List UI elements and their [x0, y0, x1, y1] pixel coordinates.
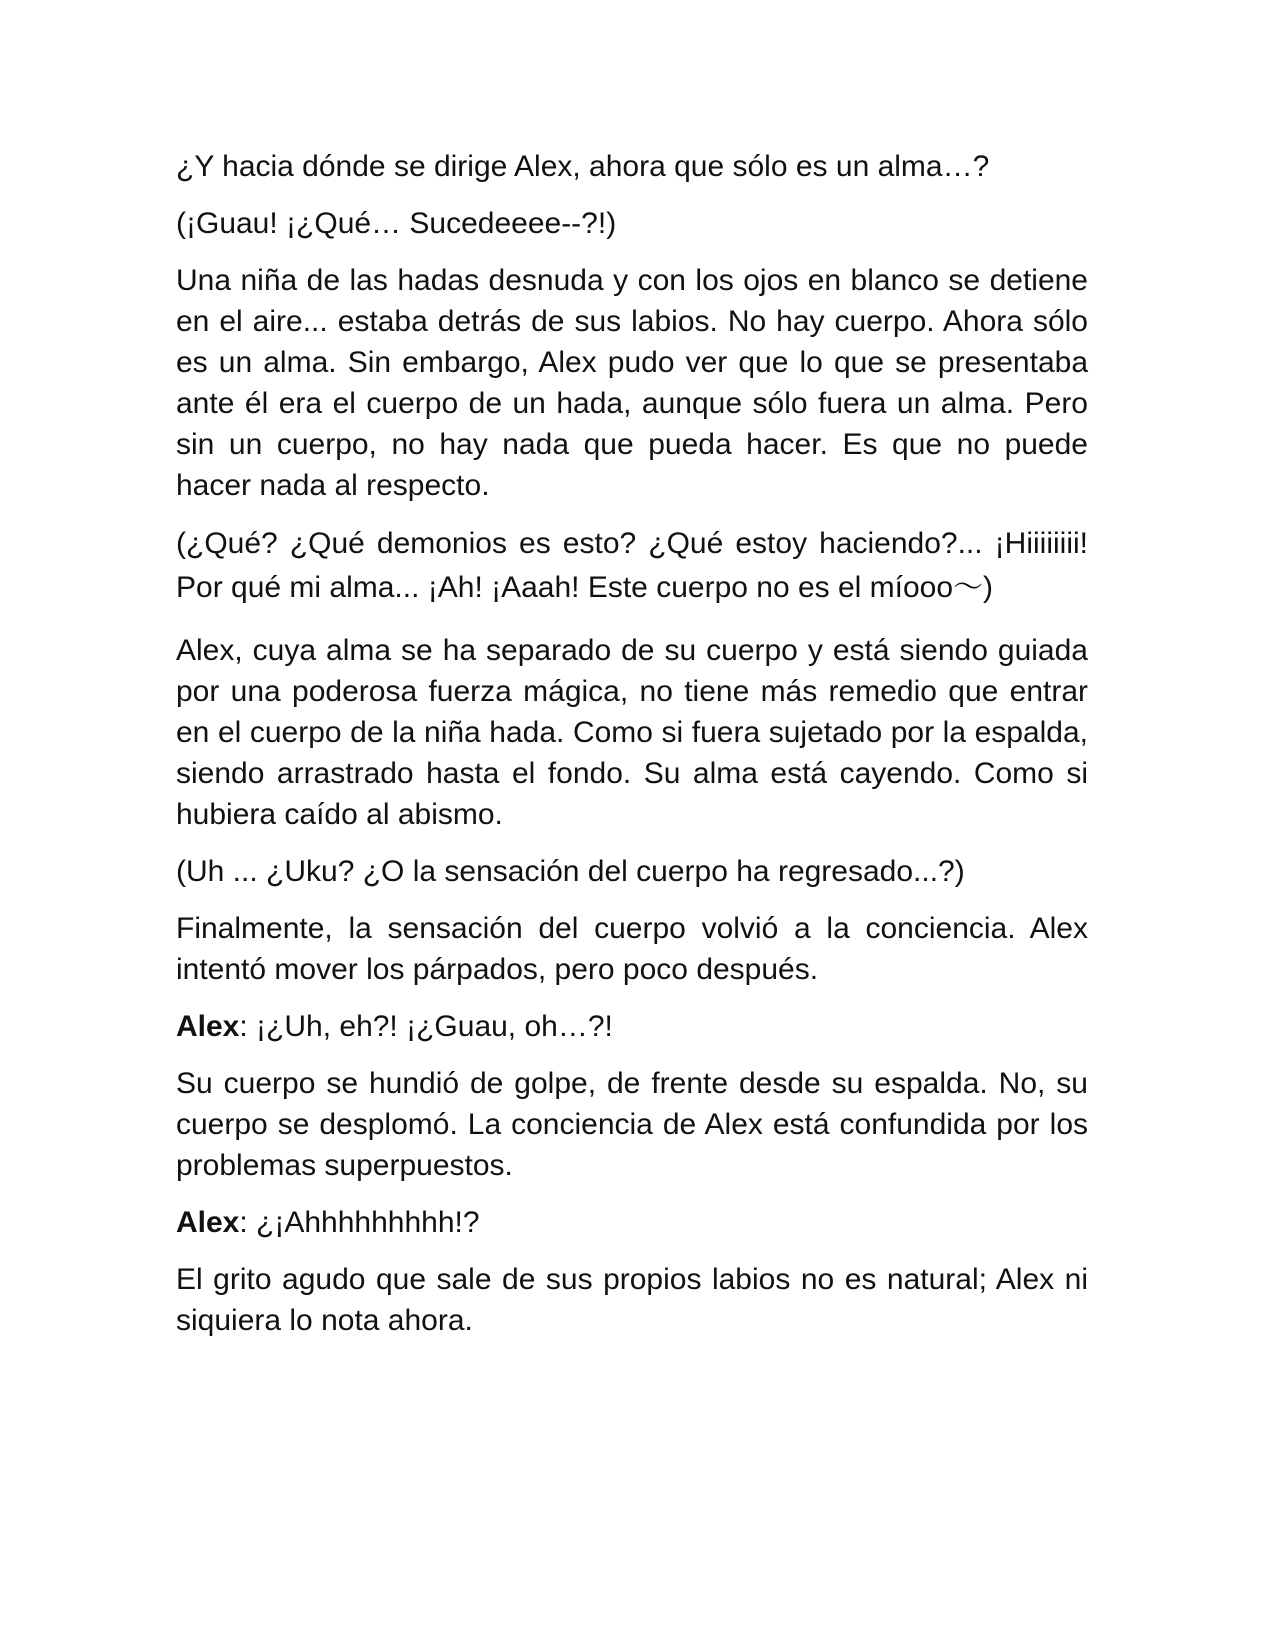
- dialogue-line: [176, 1202, 1088, 1243]
- dialogue-line: [176, 1006, 1088, 1047]
- paragraph-fairy-girl: Una niña de las hadas desnuda y con los ojos en blanco se detiene en el aire... estaba detrás de sus labios. No hay cuerpo. Ahora sólo es un alma. Sin embargo, Alex pudo ver que lo que se presentaba ante él era el cuerpo de un hada, aunque sólo fuera un alma. Pero sin un cuerpo, no hay nada que pueda hacer. Es que no puede hacer nada al respecto.: [176, 264, 1088, 502]
- speaker-name: Alex: [176, 1206, 240, 1239]
- paragraph-body-collapsed: Su cuerpo se hundió de golpe, de frente desde su espalda. No, su cuerpo se desplomó. La conciencia de Alex está confundida por los problemas superpuestos.: [176, 1067, 1088, 1182]
- speaker-name: Alex: [176, 1010, 240, 1043]
- dialogue-separator: :: [239, 1206, 257, 1239]
- page-body: [176, 146, 1088, 1357]
- paragraph-soul-separated: Alex, cuya alma se ha separado de su cuerpo y está siendo guiada por una poderosa fuerza mágica, no tiene más remedio que entrar en el cuerpo de la niña hada. Como si fuera sujetado por la espalda, siendo arrastrado hasta el fondo. Su alma está cayendo. Como si hubiera caído al abismo.: [176, 634, 1088, 831]
- paragraph-scream: El grito agudo que sale de sus propios labios no es natural; Alex ni siquiera lo nota ahora.: [176, 1263, 1088, 1337]
- paragraph-sensation-question: (Uh ... ¿Uku? ¿O la sensación del cuerpo ha regresado...?): [176, 855, 965, 888]
- paragraph-intro: ¿Y hacia dónde se dirige Alex, ahora que sólo es un alma…?: [176, 150, 990, 183]
- dialogue-text: ¡¿Uh, eh?! ¡¿Guau, oh…?!: [256, 1010, 613, 1043]
- paragraph-exclamation: (¡Guau! ¡¿Qué… Sucedeeee--?!): [176, 207, 617, 240]
- dialogue-separator: :: [239, 1010, 257, 1043]
- dialogue-text: ¿¡Ahhhhhhhhh!?: [256, 1206, 480, 1239]
- paragraph-consciousness: Finalmente, la sensación del cuerpo volvió a la conciencia. Alex intentó mover los párpados, pero poco después.: [176, 912, 1088, 986]
- paragraph-thought: (¿Qué? ¿Qué demonios es esto? ¿Qué estoy haciendo?... ¡Hiiiiiiii! Por qué mi alma... ¡Ah! ¡Aaah! Este cuerpo no es el míooo〜): [176, 527, 1088, 604]
